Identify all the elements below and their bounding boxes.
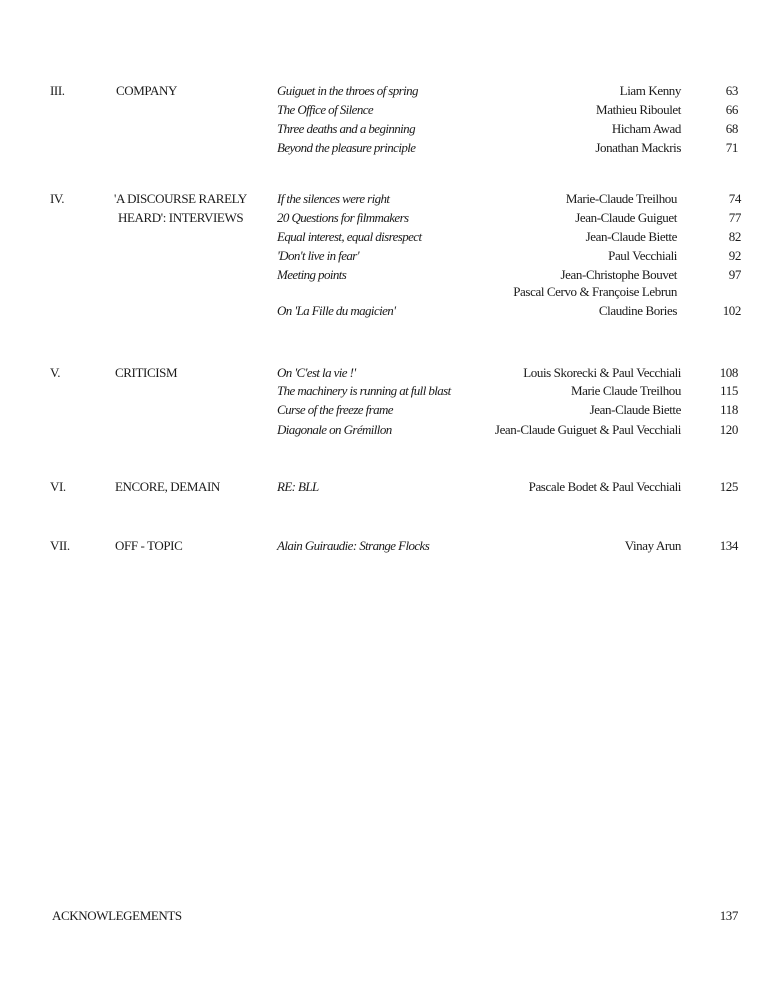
- toc-row: [0, 138, 782, 157]
- entry-title: Beyond the pleasure principle: [277, 140, 416, 155]
- entry-title: Alain Guiraudie: Strange Flocks: [277, 538, 430, 553]
- entry-author: Pascale Bodet & Paul Vecchiali: [528, 479, 681, 494]
- section-name: 'A DISCOURSE RARELY: [114, 191, 247, 206]
- toc-row: [0, 208, 782, 227]
- entry-title: The Office of Silence: [277, 102, 374, 117]
- toc-row: [0, 536, 782, 555]
- entry-author: Hicham Awad: [611, 121, 681, 136]
- section-name: CRITICISM: [115, 365, 178, 380]
- entry-author: Jean-Claude Biette: [585, 229, 677, 244]
- entry-author: Louis Skorecki & Paul Vecchiali: [523, 365, 681, 380]
- entry-author: Jean-Claude Biette: [589, 402, 681, 417]
- acknowledgements-page: 137: [719, 908, 738, 923]
- section-name: COMPANY: [116, 83, 178, 98]
- toc-row: [0, 477, 782, 496]
- entry-page: 92: [728, 248, 741, 263]
- entry-page: 125: [719, 479, 738, 494]
- toc-row: [0, 81, 782, 100]
- entry-title: If the silences were right: [277, 191, 390, 206]
- section-name: HEARD': INTERVIEWS: [118, 210, 244, 225]
- toc-row: [0, 227, 782, 246]
- entry-title: The machinery is running at full blast: [277, 383, 451, 398]
- entry-author: Marie Claude Treilhou: [570, 383, 681, 398]
- toc-row: [0, 420, 782, 439]
- entry-author: Jean-Claude Guiguet & Paul Vecchiali: [494, 422, 681, 437]
- entry-author: Paul Vecchiali: [608, 248, 677, 263]
- entry-page: 71: [725, 140, 738, 155]
- entry-author: Vinay Arun: [624, 538, 681, 553]
- entry-page: 66: [725, 102, 738, 117]
- entry-author: Marie-Claude Treilhou: [565, 191, 677, 206]
- entry-author: Jean-Claude Guiguet: [575, 210, 677, 225]
- entry-author: Jean-Christophe Bouvet: [560, 267, 677, 282]
- entry-author: Pascal Cervo & Françoise Lebrun: [513, 284, 677, 299]
- entry-title: Equal interest, equal disrespect: [277, 229, 422, 244]
- section-name: OFF - TOPIC: [115, 538, 183, 553]
- entry-page: 134: [719, 538, 738, 553]
- entry-page: 115: [720, 383, 738, 398]
- entry-title: Meeting points: [277, 267, 347, 282]
- entry-author: Jonathan Mackris: [595, 140, 681, 155]
- entry-page: 108: [719, 365, 738, 380]
- entry-author: Claudine Bories: [598, 303, 677, 318]
- entry-page: 74: [728, 191, 741, 206]
- entry-title: On 'C'est la vie !': [277, 365, 356, 380]
- entry-title: Diagonale on Grémillon: [277, 422, 392, 437]
- entry-title: 'Don't live in fear': [277, 248, 359, 263]
- toc-row: [0, 282, 782, 301]
- entry-title: Guiguet in the throes of spring: [277, 83, 418, 98]
- entry-title: Curse of the freeze frame: [277, 402, 393, 417]
- section-name: ENCORE, DEMAIN: [115, 479, 220, 494]
- toc-row: [0, 363, 782, 382]
- entry-page: 97: [728, 267, 741, 282]
- section-numeral: VI.: [50, 479, 66, 494]
- entry-author: Mathieu Riboulet: [596, 102, 681, 117]
- entry-page: 118: [720, 402, 738, 417]
- entry-page: 77: [728, 210, 741, 225]
- entry-title: 20 Questions for filmmakers: [277, 210, 409, 225]
- entry-title: RE: BLL: [277, 479, 319, 494]
- toc-row: [0, 189, 782, 208]
- toc-row: [0, 301, 782, 320]
- entry-author: Liam Kenny: [619, 83, 681, 98]
- acknowledgements-label: ACKNOWLEGEMENTS: [52, 908, 182, 923]
- entry-title: Three deaths and a beginning: [277, 121, 415, 136]
- toc-row: [0, 400, 782, 419]
- entry-page: 68: [725, 121, 738, 136]
- toc-row: [0, 119, 782, 138]
- entry-page: 102: [722, 303, 741, 318]
- entry-title: On 'La Fille du magicien': [277, 303, 396, 318]
- section-numeral: IV.: [50, 191, 65, 206]
- section-numeral: VII.: [50, 538, 70, 553]
- section-numeral: III.: [50, 83, 65, 98]
- entry-page: 120: [719, 422, 738, 437]
- section-numeral: V.: [50, 365, 61, 380]
- acknowledgements-row: [0, 906, 782, 925]
- toc-row: [0, 100, 782, 119]
- toc-row: [0, 381, 782, 400]
- entry-page: 82: [728, 229, 741, 244]
- entry-page: 63: [725, 83, 738, 98]
- toc-row: [0, 246, 782, 265]
